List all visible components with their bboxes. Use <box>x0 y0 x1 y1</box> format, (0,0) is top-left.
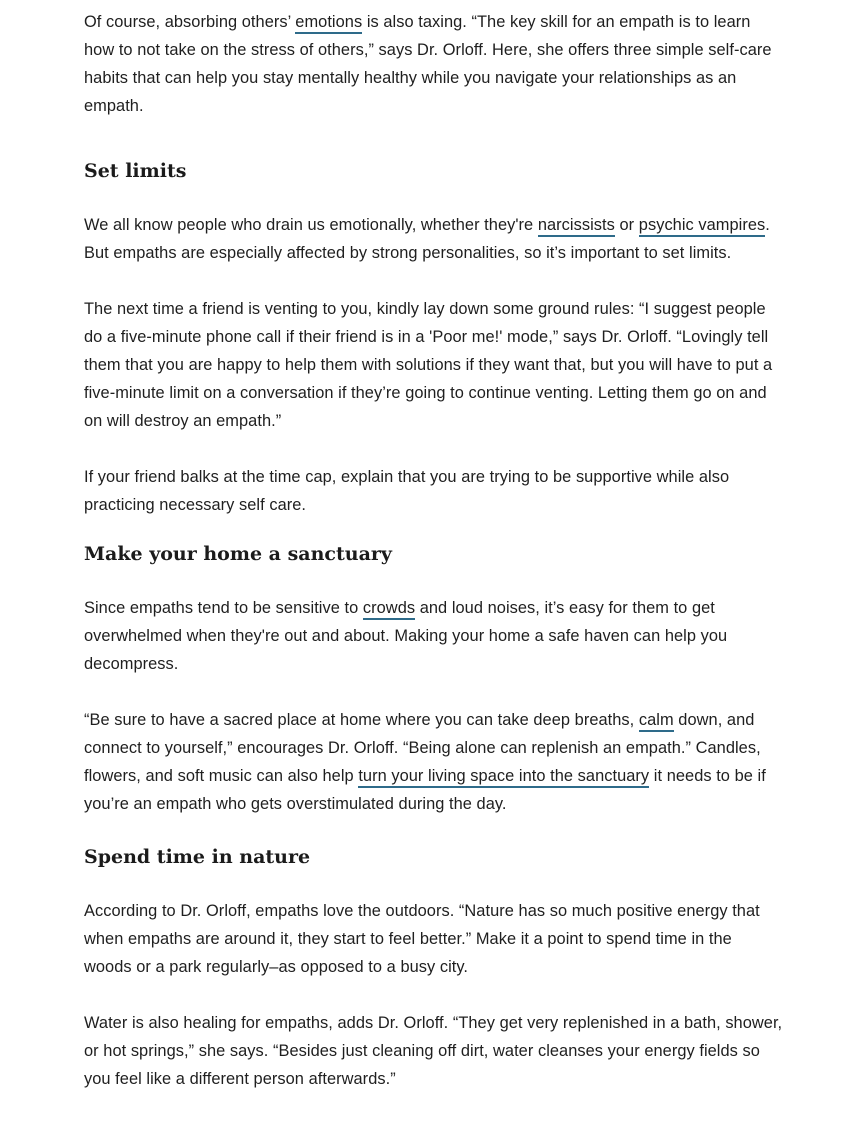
intro-text-continued: is also taxing. “The key skill for an empath is to learn how to not take on the stress of others,” says Dr. Orloff. Here, she offers three simple self-care habits that can help you stay mentally healthy while you navigate your relationships as an empath. <box>84 13 772 115</box>
psychic-vampires-link[interactable]: psychic vampires <box>639 216 766 237</box>
paragraph-text: or <box>614 216 639 234</box>
heading-home-sanctuary: Make your home a sanctuary <box>84 543 392 565</box>
heading-set-limits: Set limits <box>84 160 187 182</box>
sanctuary-paragraph-1 <box>84 594 784 678</box>
set-limits-paragraph-2: The next time a friend is venting to you, kindly lay down some ground rules: “I suggest people do a five-minute phone call if their friend is in a 'Poor me!' mode,” says Dr. Orloff. “Lovingly tell them that you are happy to help them with solutions if they want that, but you will have to put a five-minute limit on a conversation if they’re going to continue venting. Letting them go on and on will destroy an empath.” <box>84 300 773 430</box>
paragraph-text: We all know people who drain us emotionally, whether they're <box>84 216 538 234</box>
calm-link[interactable]: calm <box>639 711 674 732</box>
heading-nature: Spend time in nature <box>84 846 311 868</box>
paragraph-text: it needs to be if you’re an empath who gets overstimulated during the day. <box>84 767 766 813</box>
paragraph-text: down, and connect to yourself,” encourages Dr. Orloff. “Being alone can replenish an empath.” Candles, flowers, and soft music can also help <box>84 711 761 785</box>
set-limits-paragraph-3: If your friend balks at the time cap, explain that you are trying to be supportive while also practicing necessary self care. <box>84 468 730 514</box>
nature-paragraph-2: Water is also healing for empaths, adds Dr. Orloff. “They get very replenished in a bath, shower, or hot springs,” she says. “Besides just cleaning off dirt, water cleanses your energy fields so you feel like a different person afterwards.” <box>84 1014 783 1088</box>
emotions-link[interactable]: emotions <box>295 13 362 34</box>
paragraph-text: . But empaths are especially affected by strong personalities, so it’s important to set limits. <box>84 216 770 262</box>
sanctuary-paragraph-2 <box>84 706 784 818</box>
paragraph-text: Since empaths tend to be sensitive to <box>84 599 363 617</box>
paragraph-text: “Be sure to have a sacred place at home where you can take deep breaths, <box>84 711 639 729</box>
nature-paragraph-1: According to Dr. Orloff, empaths love the outdoors. “Nature has so much positive energy that when empaths are around it, they start to feel better.” Make it a point to spend time in the woods or a park regularly–as opposed to a busy city. <box>84 902 760 976</box>
paragraph-text: and loud noises, it’s easy for them to get overwhelmed when they're out and about. Making your home a safe haven can help you decompress. <box>84 599 728 673</box>
narcissists-link[interactable]: narcissists <box>538 216 615 237</box>
intro-text: Of course, absorbing others’ <box>84 13 296 31</box>
set-limits-paragraph-1 <box>84 211 784 267</box>
crowds-link[interactable]: crowds <box>363 599 415 620</box>
article-body <box>84 8 784 1093</box>
intro-paragraph <box>84 8 784 120</box>
sanctuary-link[interactable]: turn your living space into the sanctuary <box>358 767 649 788</box>
